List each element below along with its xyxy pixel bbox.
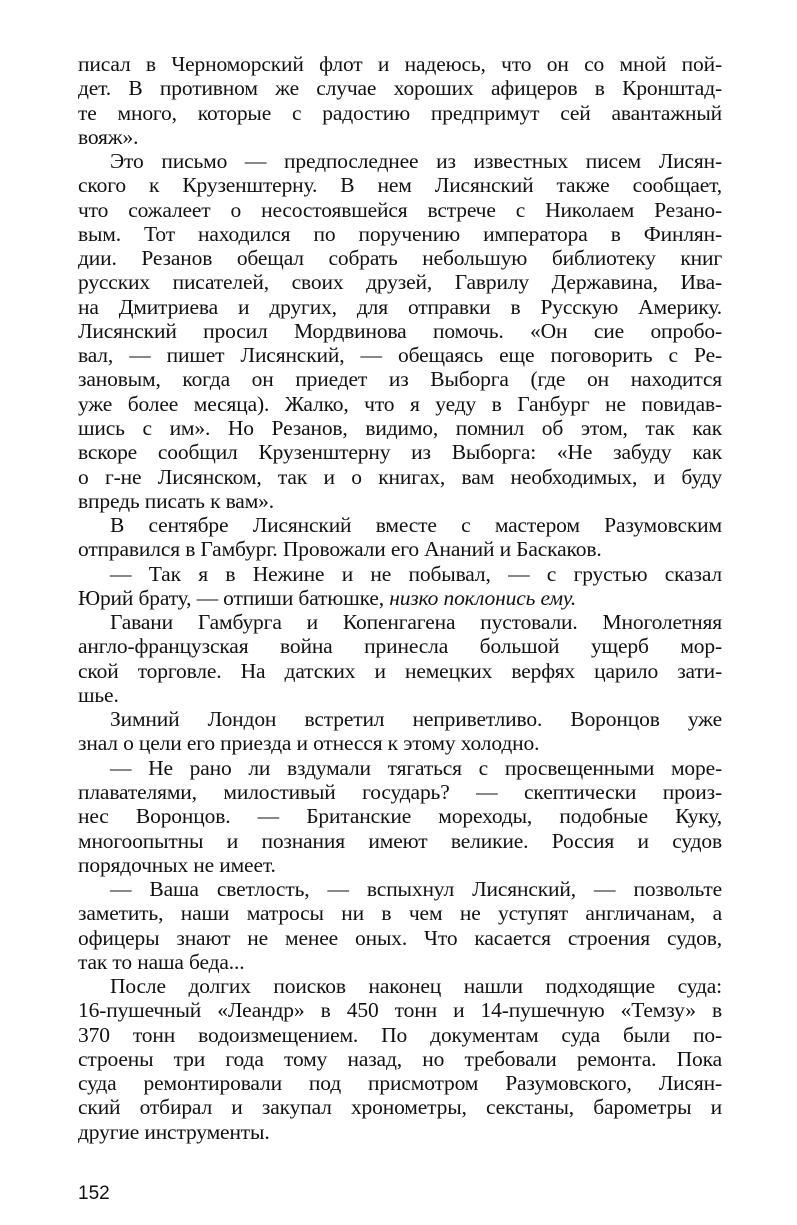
text-line-content: — Так я в Нежине и не побывал, — с грустью сказал [110, 561, 722, 586]
text-line [78, 877, 722, 901]
text-line-content: шись с им». Но Резанов, видимо, помнил об этом, так как [78, 415, 722, 440]
text-line-content: — Ваша светлость, — вспыхнул Лисянский, — позвольте [110, 877, 722, 902]
text-line-content: — Не рано ли вздумали тягаться с просвещенными море- [110, 755, 722, 780]
text-line [78, 804, 722, 828]
text-line-content: впредь писать к вам». [78, 488, 274, 513]
text-line [78, 950, 722, 974]
text-line-content: так то наша беда... [78, 949, 245, 974]
text-line-content: суда ремонтировали под присмотром Разумовского, Лисян- [78, 1071, 722, 1096]
text-line-content: дет. В противном же случае хороших афицеров в Кронштад- [78, 76, 722, 101]
text-line-content: знал о цели его приезда и отнесся к этому холодно. [78, 731, 540, 756]
text-line-content: отправился в Гамбург. Провожали его Ананий и Баскаков. [78, 537, 602, 562]
text-line-content: русских писателей, своих друзей, Гаврилу Державина, Ива- [78, 270, 722, 295]
text-line-content: Юрий брату, — отпиши батюшке, [78, 585, 390, 610]
text-line [78, 367, 722, 391]
text-line-content: Это письмо — предпоследнее из известных писем Лисян- [110, 149, 722, 174]
text-line [78, 440, 722, 464]
text-line-content: строены три года тому назад, но требовали ремонта. Пока [78, 1046, 722, 1071]
text-line [78, 513, 722, 537]
text-line [78, 683, 722, 707]
text-line [78, 343, 722, 367]
text-line [78, 198, 722, 222]
text-line [78, 295, 722, 319]
text-line [78, 246, 722, 270]
text-line-content: Лисянский просил Мордвинова помочь. «Он сие опробо- [78, 318, 722, 343]
text-line-content: заметить, наши матросы ни в чем не уступят англичанам, а [78, 901, 722, 926]
page-number: 152 [78, 1183, 110, 1204]
text-line [78, 829, 722, 853]
text-line [78, 173, 722, 197]
text-line [78, 319, 722, 343]
text-line-content: вым. Тот находился по поручению императора в Финлян- [78, 221, 722, 246]
text-line [78, 707, 722, 731]
text-line-content: нес Воронцов. — Британские мореходы, подобные Куку, [78, 804, 722, 829]
text-line-content: ского к Крузенштерну. В нем Лисянский также сообщает, [78, 173, 722, 198]
text-line [78, 416, 722, 440]
text-line-content: другие инструменты. [78, 1119, 270, 1144]
text-line-content: В сентябре Лисянский вместе с мастером Разумовским [110, 513, 722, 538]
text-line-content: на Дмитриева и других, для отправки в Русскую Америку. [78, 294, 722, 319]
text-line-content: дии. Резанов обещал собрать небольшую библиотеку книг [78, 246, 722, 271]
text-line [78, 731, 722, 755]
text-line-content: офицеры знают не менее оных. Что касается строения судов, [78, 925, 722, 950]
text-line [78, 901, 722, 925]
text-line [78, 1023, 722, 1047]
text-line [78, 586, 722, 610]
text-line [78, 1095, 722, 1119]
text-line [78, 562, 722, 586]
italic-text: низко поклонись ему. [389, 585, 577, 610]
text-line [78, 537, 722, 561]
text-line-content: порядочных не имеет. [78, 852, 276, 877]
text-line-content: После долгих поисков наконец нашли подходящие суда: [110, 974, 722, 999]
text-line-content: вскоре сообщил Крузенштерну из Выборга: «Не забуду как [78, 440, 722, 465]
text-line [78, 149, 722, 173]
text-line [78, 610, 722, 634]
text-line-content: уже более месяца). Жалко, что я уеду в Ганбург не повидав- [78, 391, 722, 416]
text-line-content: вал, — пишет Лисянский, — обещаясь еще поговорить с Ре- [78, 343, 722, 368]
text-line-content: зановым, когда он приедет из Выборга (где он находится [78, 367, 722, 392]
text-line [78, 465, 722, 489]
text-line-content: плавателями, милостивый государь? — скептически произ- [78, 779, 722, 804]
text-line-content: писал в Черноморский флот и надеюсь, что он со мной пой- [78, 52, 722, 76]
text-line [78, 270, 722, 294]
text-line-content: Гавани Гамбурга и Копенгагена пустовали. Многолетняя [110, 610, 722, 635]
text-line [78, 489, 722, 513]
text-line-content: ской торговле. На датских и немецких верфях царило зати- [78, 658, 722, 683]
page-body-text [78, 52, 722, 1144]
text-line-content: 16-пушечный «Леандр» в 450 тонн и 14-пушечную «Темзу» в [78, 998, 722, 1023]
text-line [78, 780, 722, 804]
text-line [78, 659, 722, 683]
text-line [78, 926, 722, 950]
text-line [78, 853, 722, 877]
text-line [78, 998, 722, 1022]
text-line [78, 392, 722, 416]
text-line-content: вояж». [78, 124, 139, 149]
text-line-content: шье. [78, 682, 119, 707]
text-line [78, 634, 722, 658]
text-line-content: о г-не Лисянском, так и о книгах, вам необходимых, и буду [78, 464, 722, 489]
text-line [78, 756, 722, 780]
text-line [78, 125, 722, 149]
text-line [78, 1071, 722, 1095]
text-line [78, 1120, 722, 1144]
text-line [78, 974, 722, 998]
text-line [78, 76, 722, 100]
text-line [78, 52, 722, 76]
text-line-content: многоопытны и познания имеют великие. Россия и судов [78, 828, 722, 853]
text-line-content: ский отбирал и закупал хронометры, секстаны, барометры и [78, 1095, 722, 1120]
text-line-content: англо-французская война принесла большой ущерб мор- [78, 634, 722, 659]
text-line-content: те много, которые с радостию предпримут сей авантажный [78, 100, 722, 125]
text-line-content: 370 тонн водоизмещением. По документам суда были по- [78, 1022, 722, 1047]
text-line-content: Зимний Лондон встретил неприветливо. Воронцов уже [110, 707, 722, 732]
text-line [78, 222, 722, 246]
text-line-content: что сожалеет о несостоявшейся встрече с Николаем Резано- [78, 197, 722, 222]
text-line [78, 101, 722, 125]
text-line [78, 1047, 722, 1071]
